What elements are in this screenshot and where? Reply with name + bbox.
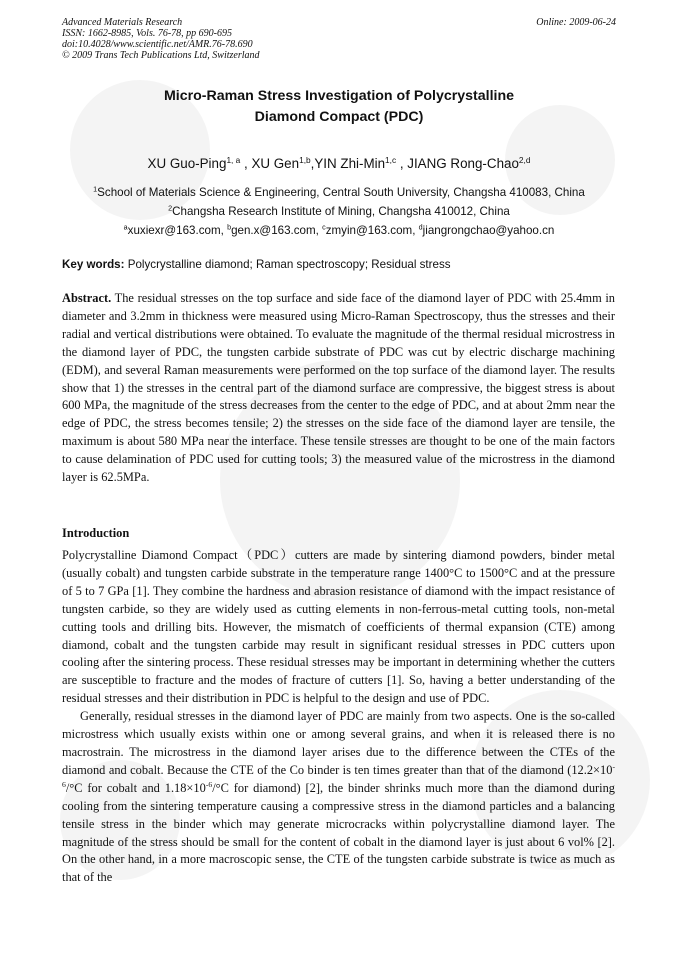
online-date: Online: 2009-06-24 — [536, 17, 616, 28]
doi-line: doi:10.4028/www.scientific.net/AMR.76-78.690 — [62, 39, 253, 50]
email-b-sup: b — [227, 222, 232, 232]
author-1-sup: 1, a — [226, 154, 241, 165]
paragraph-2-part-c: /°C for diamond) [2], the binder shrinks much more than the diamond during cooling from the sintering temperature causing a compressive stress in the diamond particles and a balancing tensile stress in the binder which may generate microcracks within polycrystalline diamond layer. The magnitude of the stress should be small for the content of cobalt in the diamond layer is just about 6 vol% [2]. On the other hand, in a more macroscopic sense, the CTE of the tungsten carbide substrate is twice as much as that of the — [62, 780, 615, 885]
journal-name: Advanced Materials Research — [62, 17, 183, 28]
affiliation-1-text: School of Materials Science & Engineering, Central South University, Changsha 410083, China — [97, 186, 585, 199]
keywords-text: Polycrystalline diamond; Raman spectroscopy; Residual stress — [124, 258, 451, 271]
abstract-text: The residual stresses on the top surface and side face of the diamond layer of PDC with 25.4mm in diameter and 3.2mm in thickness were measured using Micro-Raman Spectroscopy, thus the stresses and their radial and vertical distributions were obtained. To evaluate the magnitude of the thermal residual microstress in the diamond layer of PDC, the tungsten carbide substrate of PDC was cut by electric discharge machining (EDM), and several Raman measurements were performed on the top surface of the diamond layer. The results show that 1) the stresses in the central part of the diamond surface are compressive, the biggest stress is about 600 MPa, the magnitude of the stress decreases from the center to the edge of PDC, and at about 2mm near the edge of PDC, the stress becomes tensile; 2) the stresses on the side face of the diamond layer are tensile, the maximum is about 580 MPa near the interface. These tensile stresses are thought to be one of the main factors to cause delamination of PDC used for cutting tools; 3) the measured value of the microstress in the diamond layer is 62.5MPa. — [62, 291, 615, 485]
affiliation-1-sup: 1 — [93, 184, 98, 194]
affiliation-2 — [40, 205, 638, 218]
abstract — [62, 290, 615, 487]
introduction-body — [62, 547, 615, 887]
affiliation-2-text: Changsha Research Institute of Mining, Changsha 410012, China — [172, 205, 510, 218]
keywords-label: Key words: — [62, 258, 125, 271]
exponent-diamond: -6 — [205, 780, 213, 790]
affiliation-1 — [40, 186, 638, 199]
introduction-paragraph-1: Polycrystalline Diamond Compact（PDC）cutters are made by sintering diamond powders, binder metal (usually cobalt) and tungsten carbide substrate in the temperature range 1400°C to 1500°C and at the pressure of 5 to 7 GPa [1]. They combine the hardness and abrasion resistance of diamond with the impact resistance of tungsten carbide, so they are widely used as cutting elements in non-ferrous-metal cutting tools, non-metal cutting tools and drilling bits. However, the mismatch of coefficients of thermal expansion (CTE) among diamond, cobalt and the tungsten carbide may result in significant residual stresses in PDC cutters upon cooling after the sintering process. These residual stresses may be important in determining whether the cutters are susceptible to fracture and the modes of fracture of cutters [1]. So, having a better understanding of the residual stresses and their distribution in PDC is helpful to the design and use of PDC. — [62, 548, 615, 706]
email-a-sup: a — [123, 222, 128, 232]
email-c[interactable]: zmyin@163.com, — [325, 224, 419, 237]
paragraph-2-part-b: /°C for cobalt and 1.18×10 — [65, 780, 206, 795]
affiliation-2-sup: 2 — [168, 203, 173, 213]
email-list — [40, 224, 638, 237]
email-a[interactable]: xuxiexr@163.com, — [127, 224, 228, 237]
email-c-sup: c — [322, 222, 326, 232]
author-3-sup: 1,c — [385, 154, 397, 165]
copyright-line: © 2009 Trans Tech Publications Ltd, Switzerland — [62, 50, 260, 61]
keywords — [62, 258, 451, 271]
paper-title — [60, 86, 618, 128]
issn-line: ISSN: 1662-8985, Vols. 76-78, pp 690-695 — [62, 28, 232, 39]
author-list — [40, 156, 638, 171]
email-d[interactable]: jiangrongchao@yahoo.cn — [422, 224, 555, 237]
author-2: , XU Gen — [240, 156, 300, 171]
author-1: XU Guo-Ping — [147, 156, 227, 171]
exponent-cobalt: -6 — [62, 762, 615, 790]
title-line-2: Diamond Compact (PDC) — [254, 109, 424, 125]
introduction-paragraph-2 — [62, 708, 615, 887]
title-line-1: Micro-Raman Stress Investigation of Polycrystalline — [163, 88, 515, 104]
section-heading-introduction: Introduction — [62, 526, 130, 540]
author-4-sup: 2,d — [518, 154, 531, 165]
author-2-sup: 1,b — [299, 154, 311, 165]
email-d-sup: d — [418, 222, 423, 232]
abstract-label: Abstract. — [62, 291, 112, 305]
paragraph-2-part-a: Generally, residual stresses in the diamond layer of PDC are mainly from two aspects. One is the so-called microstress which usually exists within one or among several grains, and when it is released there is no macrostrain. The microstress in the diamond layer arises due to the difference between the CTEs of the diamond and cobalt. Because the CTE of the Co binder is ten times greater than that of the diamond (12.2×10 — [62, 709, 615, 777]
author-3: ,YIN Zhi-Min — [310, 156, 386, 171]
author-4: , JIANG Rong-Chao — [396, 156, 519, 171]
email-b[interactable]: gen.x@163.com, — [231, 224, 323, 237]
journal-metadata — [62, 17, 260, 61]
